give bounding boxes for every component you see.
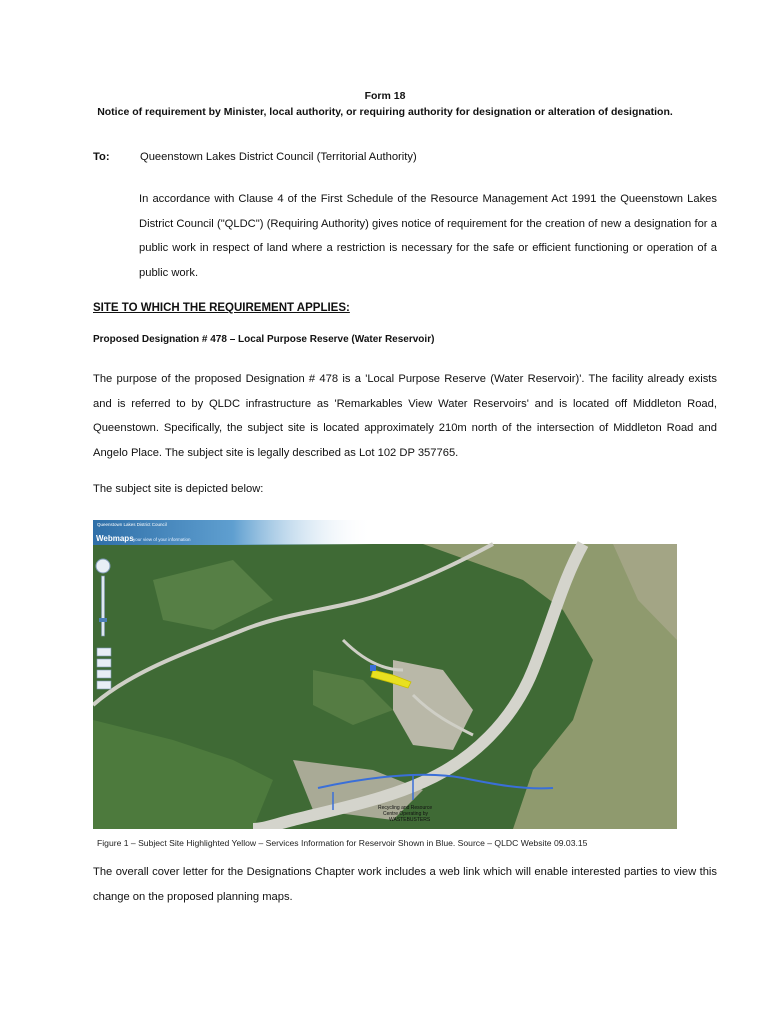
map-label-recycling-2: Centre Operating by xyxy=(383,811,429,817)
map-tool-button-4[interactable] xyxy=(97,681,111,689)
aerial-site-map xyxy=(93,520,677,829)
addressee-row xyxy=(93,151,417,163)
banner-tagline: your view of your information xyxy=(133,537,191,542)
form-title: Notice of requirement by Minister, local authority, or requiring authority for designation or alteration of designation. xyxy=(97,106,673,118)
map-label-recycling-3: WASTEBUSTERS xyxy=(389,817,431,823)
zoom-slider-handle[interactable] xyxy=(99,618,107,622)
addressee-name: Queenstown Lakes District Council (Territorial Authority) xyxy=(140,151,417,163)
addressee-label: To: xyxy=(93,151,110,163)
figure-caption: Figure 1 – Subject Site Highlighted Yellow – Services Information for Reservoir Shown in Blue. Source – QLDC Website 09.03.15 xyxy=(97,838,588,848)
banner-top-text: Queenstown Lakes District Council xyxy=(97,522,167,527)
map-tool-button-2[interactable] xyxy=(97,659,111,667)
aerial-map-svg xyxy=(93,520,677,829)
closing-paragraph: The overall cover letter for the Designations Chapter work includes a web link which will enable interested parties to view this change on the proposed planning maps. xyxy=(93,866,717,903)
zoom-slider[interactable] xyxy=(102,576,105,636)
map-label-recycling-1: Recycling and Resource xyxy=(378,805,433,811)
intro-paragraph: In accordance with Clause 4 of the First Schedule of the Resource Management Act 1991 the Queenstown Lakes District Council ("QLDC") (Requiring Authority) gives notice of requirement for the creation of new a designation for a public work in respect of land where a restriction is necessary for the safe or efficient functioning or operation of a public work. xyxy=(139,193,717,279)
banner-title: Webmaps xyxy=(96,534,134,543)
reservoir-marker xyxy=(370,665,376,671)
purpose-paragraph: The purpose of the proposed Designation # 478 is a 'Local Purpose Reserve (Water Reservoir)'. The facility already exists and is referred to by QLDC infrastructure as 'Remarkables View Water Reservoirs' and is located off Middleton Road, Queenstown. Specifically, the subject site is located approximately 210m north of the intersection of Middleton Road and Angelo Place. The subject site is legally described as Lot 102 DP 357765. xyxy=(93,373,717,459)
depicted-text: The subject site is depicted below: xyxy=(93,483,264,495)
section-heading: SITE TO WHICH THE REQUIREMENT APPLIES: xyxy=(93,302,350,314)
map-tool-button-3[interactable] xyxy=(97,670,111,678)
pan-control-icon[interactable] xyxy=(96,559,110,573)
form-header xyxy=(80,88,690,120)
map-tool-button-1[interactable] xyxy=(97,648,111,656)
designation-title: Proposed Designation # 478 – Local Purpose Reserve (Water Reservoir) xyxy=(93,334,435,345)
form-number: Form 18 xyxy=(364,90,406,102)
